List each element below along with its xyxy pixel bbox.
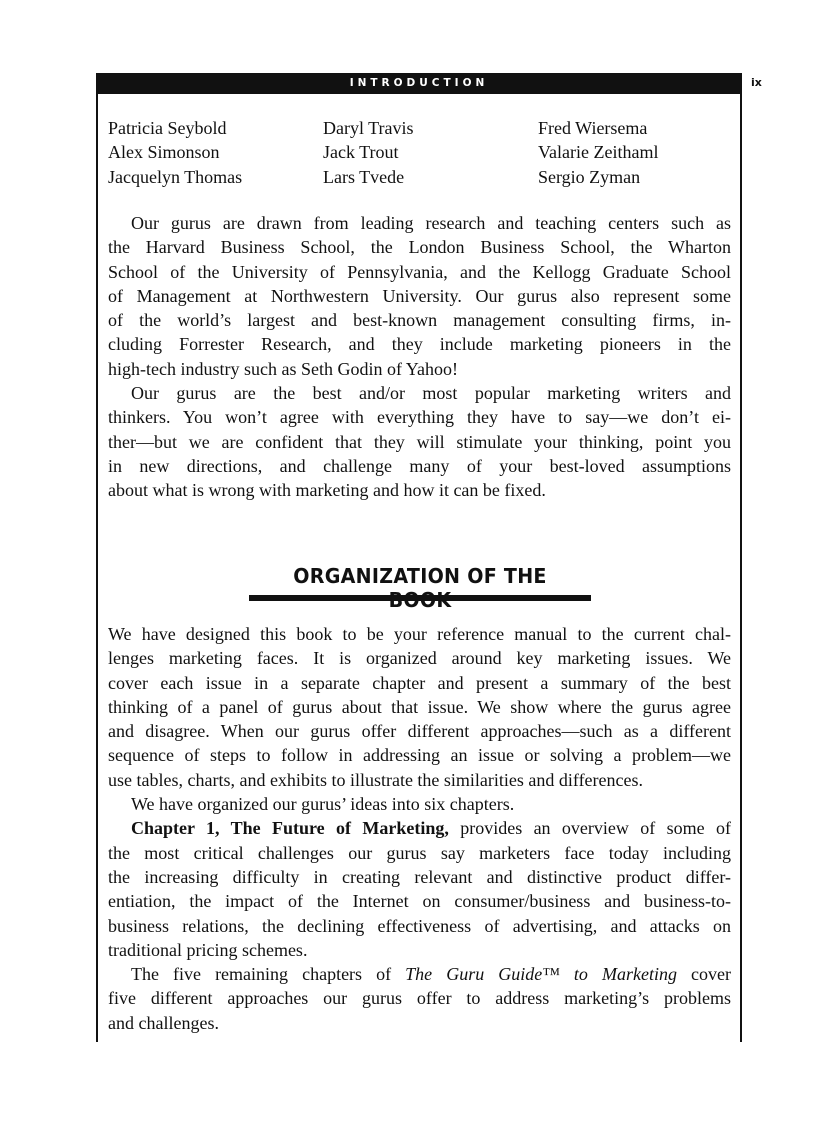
guru-row (108, 165, 658, 189)
text-line: the Harvard Business School, the London Business School, the Wharton (108, 237, 731, 258)
paragraph (108, 381, 731, 502)
text-line: traditional pricing schemes. (108, 939, 308, 960)
text-line: School of the University of Pennsylvania, and the Kellogg Graduate School (108, 261, 731, 282)
guru-name: Daryl Travis (323, 118, 414, 138)
running-header: INTRODUCTION (96, 73, 742, 94)
guru-row (108, 116, 658, 140)
right-border-rule (740, 94, 742, 1042)
guru-name: Sergio Zyman (538, 166, 641, 187)
text-line: high-tech industry such as Seth Godin of Yahoo! (108, 358, 458, 379)
text-line: the most critical challenges our gurus say marketers face today including (108, 842, 731, 863)
guru-name: Patricia Seybold (108, 118, 227, 138)
text-line (108, 962, 731, 986)
text-line: in new directions, and challenge many of your best-loved assumptions (108, 455, 731, 476)
text-run: provides an overview of some of (448, 818, 731, 839)
page-number: ix (751, 76, 762, 89)
text-line: and challenges. (108, 1012, 219, 1033)
text-line: sequence of steps to follow in addressing an issue or solving a problem—we (108, 745, 731, 766)
guru-name: Jacquelyn Thomas (108, 166, 243, 187)
text-line (108, 816, 731, 840)
guru-name: Lars Tvede (323, 166, 405, 187)
guru-name: Alex Simonson (108, 142, 220, 163)
text-line: entiation, the impact of the Internet on consumer/business and business-to- (108, 891, 731, 912)
paragraph (108, 816, 731, 962)
section-heading: ORGANIZATION OF THE (293, 564, 547, 588)
text-line: Our gurus are drawn from leading research and teaching centers such as (131, 213, 731, 233)
text-line: cluding Forrester Research, and they include marketing pioneers in the (108, 334, 731, 355)
text-line: We have organized our gurus’ ideas into six chapters. (131, 794, 515, 815)
text-line: about what is wrong with marketing and how it can be fixed. (108, 480, 546, 501)
guru-name: Jack Trout (323, 142, 399, 163)
text-line: of the world’s largest and best-known management consulting firms, in- (108, 310, 731, 331)
text-line: business relations, the declining effectiveness of advertising, and attacks on (108, 915, 731, 936)
heading-underline (249, 595, 591, 601)
text-line: five different approaches our gurus offer to address marketing’s problems (108, 988, 731, 1009)
text-line: cover each issue in a separate chapter and present a summary of the best (108, 672, 731, 693)
guru-name: Fred Wiersema (538, 118, 648, 138)
text-line: lenges marketing faces. It is organized around key marketing issues. We (108, 648, 731, 669)
text-line: the increasing difficulty in creating relevant and distinctive product differ- (108, 866, 731, 887)
guru-row (108, 140, 658, 164)
paragraph (108, 211, 731, 381)
guru-name-list (108, 116, 658, 189)
guru-name: Valarie Zeithaml (538, 142, 659, 163)
left-border-rule (96, 94, 98, 1042)
text-line: and disagree. When our gurus offer different approaches—such as a different (108, 721, 731, 742)
text-line: We have designed this book to be your reference manual to the current chal- (108, 624, 731, 644)
text-line: thinkers. You won’t agree with everything they have to say—we don’t ei- (108, 407, 731, 428)
bold-text: Chapter 1, The Future of Marketing, (131, 818, 449, 839)
text-run: cover (676, 964, 731, 985)
paragraph (108, 962, 731, 1035)
intro-text (108, 211, 731, 503)
text-run: The five remaining chapters of (131, 964, 406, 985)
text-line: thinking of a panel of gurus about that issue. We show where the gurus agree (108, 696, 731, 717)
text-line: ther—but we are confident that they will stimulate your thinking, point you (108, 431, 731, 452)
text-line: use tables, charts, and exhibits to illustrate the similarities and differences. (108, 769, 644, 790)
paragraph (108, 792, 731, 816)
italic-title: The Guru Guide™ to Marketing (405, 964, 677, 985)
text-line: of Management at Northwestern University. Our gurus also represent some (108, 285, 731, 306)
paragraph (108, 622, 731, 792)
text-line: Our gurus are the best and/or most popular marketing writers and (131, 383, 731, 404)
organization-text (108, 622, 731, 1035)
